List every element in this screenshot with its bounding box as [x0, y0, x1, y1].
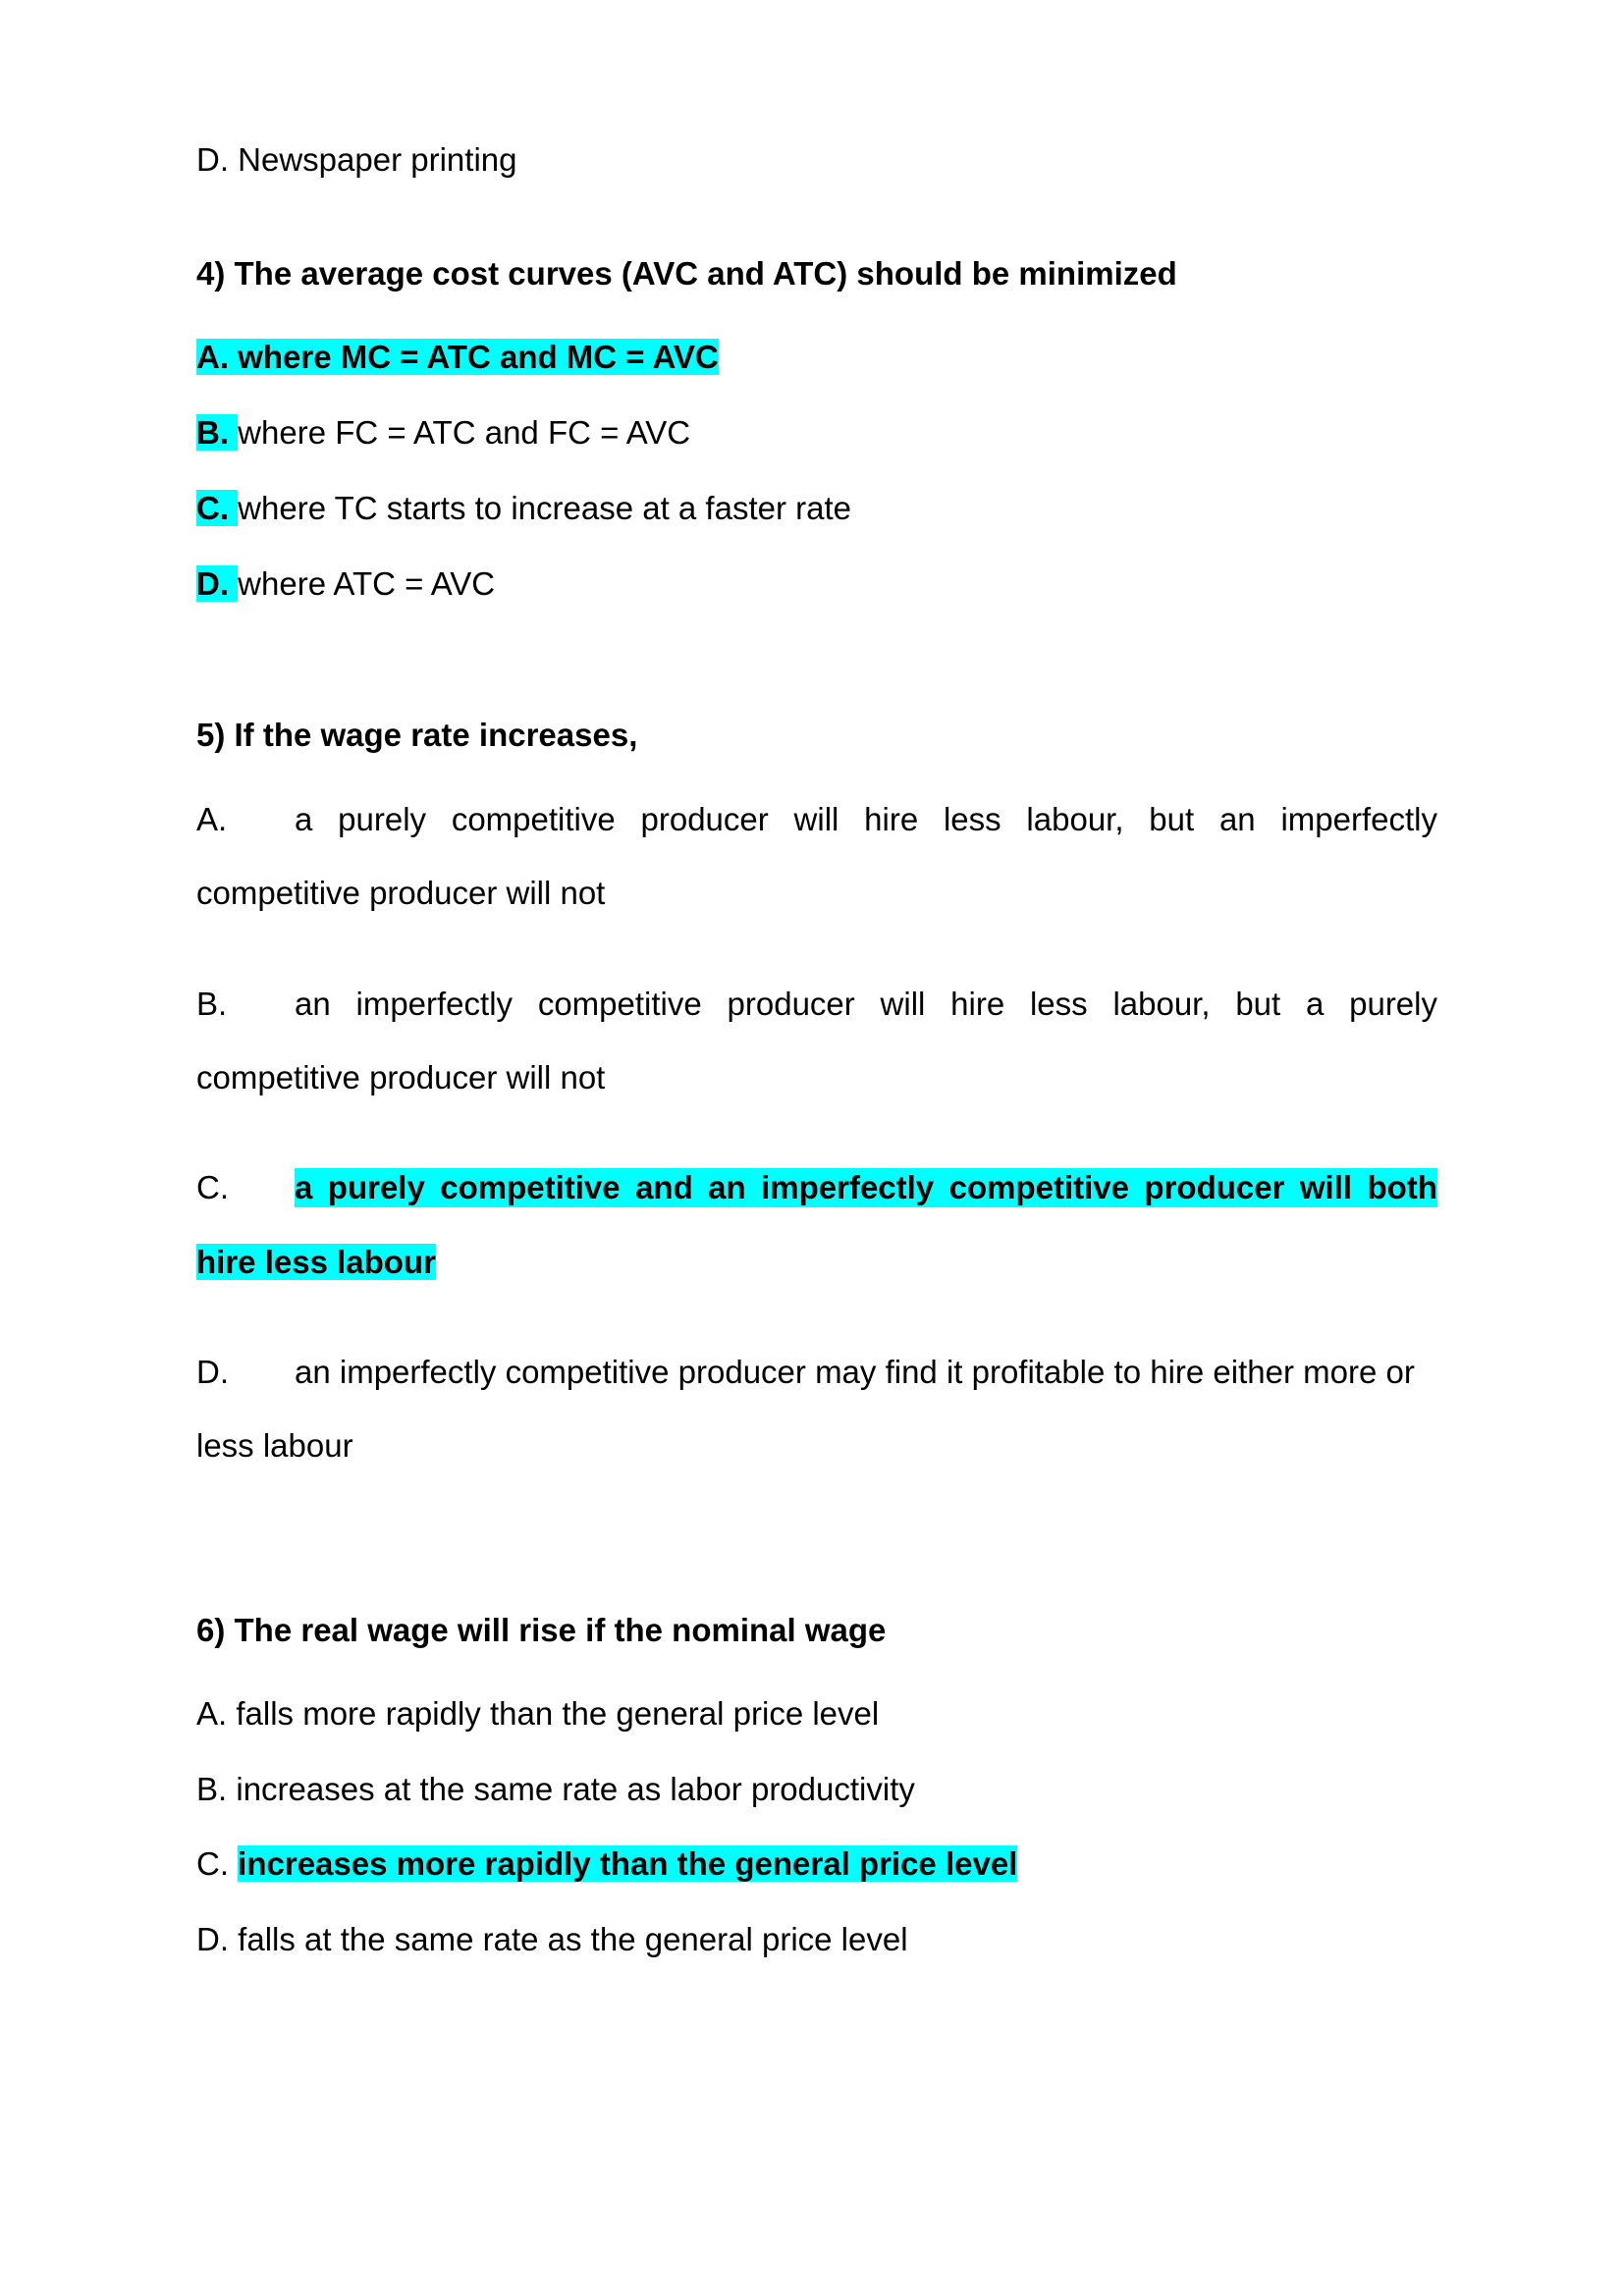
justified-word: less [1029, 986, 1088, 1022]
q5-option-c-line1 [295, 1168, 1437, 1207]
justified-word: but [1235, 986, 1281, 1022]
justified-word: producer [640, 801, 769, 837]
q6-option-d [196, 1920, 908, 1959]
q4-option-d-letter-text: D. [196, 565, 229, 602]
justified-word: a [1305, 986, 1325, 1022]
justified-word: labour, [1112, 986, 1211, 1022]
q4-option-c-text: where TC starts to increase at a faster rate [238, 490, 851, 526]
q6-option-c-letter: C. [196, 1845, 229, 1882]
q5-option-b-letter: B. [196, 986, 228, 1022]
q6-question: 6) The real wage will rise if the nominal wage [196, 1612, 887, 1648]
justified-word: and [635, 1169, 693, 1205]
justified-word: purely [1349, 986, 1437, 1022]
q4-option-a-letter: A. [196, 339, 229, 375]
q4-option-a-highlight [196, 339, 719, 375]
q5-option-c-line2-wrap [196, 1243, 436, 1282]
justified-word: producer [727, 986, 855, 1022]
q6-option-b [196, 1770, 915, 1809]
justified-word: competitive [451, 801, 616, 837]
justified-word: will [880, 986, 926, 1022]
justified-word: an [295, 986, 331, 1022]
justified-word: but [1149, 801, 1195, 837]
q5-option-d-line1: an imperfectly competitive producer may find it profitable to hire either more or [295, 1354, 1415, 1390]
q4-option-a [196, 338, 719, 377]
justified-word: imperfectly [1280, 801, 1437, 837]
justified-word: a [295, 1169, 313, 1205]
q6-option-d-text: falls at the same rate as the general price level [238, 1921, 908, 1957]
justified-word: an [708, 1169, 746, 1205]
q4-option-d [196, 564, 495, 604]
q6-option-c [196, 1844, 1017, 1884]
justified-word: a [295, 801, 313, 837]
justified-word: hire [864, 801, 919, 837]
q6-option-d-letter: D. [196, 1921, 229, 1957]
q6-option-a-letter: A. [196, 1695, 228, 1732]
q5-option-d-letter: D. [196, 1354, 229, 1390]
justified-word: imperfectly [761, 1169, 935, 1205]
justified-word: imperfectly [355, 986, 514, 1022]
q5-option-d-line2: less labour [196, 1427, 353, 1464]
q4-option-b-text: where FC = ATC and FC = AVC [238, 414, 691, 451]
q6-option-b-text: increases at the same rate as labor productivity [236, 1771, 915, 1807]
q5-option-a-line2: competitive producer will not [196, 875, 606, 911]
q5-question: 5) If the wage rate increases, [196, 717, 638, 753]
justified-word: purely [338, 801, 427, 837]
q5-option-b-line1 [295, 985, 1437, 1024]
q6-option-a [196, 1694, 879, 1734]
q4-option-b-letter-text: B. [196, 414, 229, 451]
justified-word: less [943, 801, 1001, 837]
q4-option-c-letter-text: C. [196, 490, 229, 526]
q4-option-d-text: where ATC = AVC [238, 565, 496, 602]
q5-option-b-line2: competitive producer will not [196, 1059, 606, 1095]
q4-option-b-letter [196, 414, 238, 451]
q6-option-c-text: increases more rapidly than the general price level [238, 1845, 1018, 1882]
q4-question: 4) The average cost curves (AVC and ATC) should be minimized [196, 255, 1177, 292]
justified-word: hire [950, 986, 1005, 1022]
justified-word: will [793, 801, 839, 837]
q4-option-a-text: where MC = ATC and MC = AVC [238, 339, 719, 375]
q4-option-b [196, 413, 690, 453]
q4-option-d-letter [196, 565, 238, 602]
justified-word: producer [1144, 1169, 1285, 1205]
justified-word: purely [327, 1169, 425, 1205]
q5-option-c-line2: hire less labour [196, 1244, 436, 1280]
q5-option-a-letter: A. [196, 801, 228, 837]
justified-word: an [1218, 801, 1256, 837]
q5-option-a-line1 [295, 800, 1437, 839]
justified-word: will [1299, 1169, 1353, 1205]
prev-option-d: D. Newspaper printing [196, 141, 517, 178]
q5-option-c-letter: C. [196, 1169, 229, 1205]
q4-option-c-letter [196, 490, 238, 526]
justified-word: competitive [948, 1169, 1129, 1205]
justified-word: competitive [440, 1169, 621, 1205]
justified-word: labour, [1026, 801, 1124, 837]
q6-option-a-text: falls more rapidly than the general price level [236, 1695, 880, 1732]
q4-option-c [196, 489, 851, 528]
q6-option-b-letter: B. [196, 1771, 228, 1807]
justified-word: both [1367, 1169, 1437, 1205]
justified-word: competitive [537, 986, 702, 1022]
